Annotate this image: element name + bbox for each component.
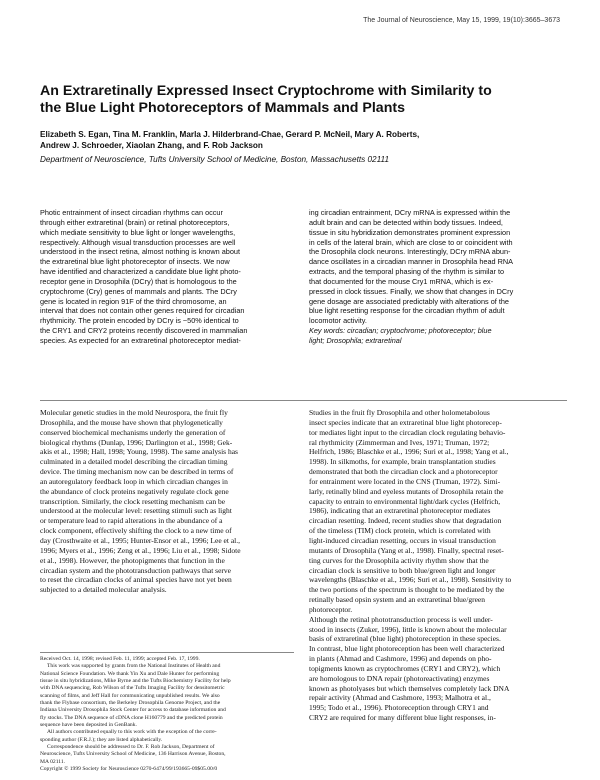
journal-header: The Journal of Neuroscience, May 15, 1999, 19(10):3665–3673 <box>363 17 560 24</box>
title-line: the Blue Light Photoreceptors of Mammals and Plants <box>40 100 405 116</box>
text-line: day (Crosthwaite et al., 1995; Hunter-Ensor et al., 1996; Lee et al., <box>40 535 240 545</box>
text-line: known as photolyases but which themselves completely lack DNA <box>309 683 510 693</box>
text-line: National Science Foundation. We thank Yin Xu and Dale Hunter for performing <box>40 670 220 677</box>
text-line: topigments known as cryptochromes (CRY1 and CRY2), which <box>309 663 501 673</box>
text-line: Helfrich, 1986; Blaschke et al., 1996; Suri et al., 1998; Yang et al., <box>309 447 509 457</box>
text-line: tissue in situ hybridizations, Mike Byrne and the Tufts Biochemistry Facility for help <box>40 678 231 685</box>
text-line: Correspondence should be addressed to Dr. F. Rob Jackson, Department of <box>47 744 215 751</box>
text-line: tor mediates light input to the circadian clock regulating behavio- <box>309 427 506 437</box>
text-line: stood in insects (Zuker, 1996), little is known about the molecular <box>309 624 507 634</box>
text-line: subjected to a detailed molecular analysis. <box>40 585 167 595</box>
text-line: which mediate sensitivity to blue light or longer wavelengths, <box>40 227 236 237</box>
text-line: have identified and characterized a candidate blue light photo- <box>40 267 241 277</box>
keywords-line: Key words: circadian; cryptochrome; photoreceptor; blue <box>309 326 492 336</box>
text-line: 1995; Todo et al., 1996). Photoreception through CRY1 and <box>309 703 489 713</box>
body-right-column <box>309 408 567 723</box>
text-line: larly, retinally blind and eyeless mutants of Drosophila retain the <box>309 486 504 496</box>
text-line: cryptochrome (Cry) genes of mammals and plants. The DCry <box>40 286 237 296</box>
text-line: device. The timing mechanism now can be described in terms of <box>40 467 234 477</box>
text-line: adult brain and can be detected within body tissues. Indeed, <box>309 217 503 227</box>
text-line: blue light resetting response for the circadian rhythm of adult <box>309 306 505 316</box>
article-title <box>40 83 570 117</box>
abstract-left-column <box>40 208 294 346</box>
text-line: an autoregulatory feedback loop in which circadian changes in <box>40 476 228 486</box>
footnotes <box>40 656 294 774</box>
author-line: Andrew J. Schroeder, Xiaolan Zhang, and F. Rob Jackson <box>40 141 263 150</box>
text-line: with DNA sequencing, Rob Wilson of the Tufts Imaging Facility for densitometric <box>40 685 225 692</box>
text-line: demonstrated that both the circadian clock and a photoreceptor <box>309 467 498 477</box>
text-line: Indiana University Drosophila Stock Center for access to database information and <box>40 707 226 714</box>
text-line: capacity to entrain to environmental light/dark cycles (Helfrich, <box>309 496 501 506</box>
text-line: Studies in the fruit fly Drosophila and other holometabolous <box>309 408 490 417</box>
text-line: 1996; Myers et al., 1996; Zeng et al., 1996; Liu et al., 1998; Sidote <box>40 545 241 555</box>
text-line: MA 02111. <box>40 758 66 765</box>
text-line: gene is located in region 91F of the third chromosome, an <box>40 296 227 306</box>
text-line: locomotor activity. <box>309 316 367 326</box>
text-line: repair activity (Ahmad and Cashmore, 1993; Malhotra et al., <box>309 693 491 703</box>
text-line: clock component, effectively shifting the clock to a new time of <box>40 526 232 536</box>
text-line: All authors contributed equally to this work with the exception of the corre- <box>47 729 217 736</box>
text-line: ral rhythmicity (Zimmerman and Ives, 1971; Truman, 1972; <box>309 437 490 447</box>
text-line: sponding author (F.R.J.); they are listed alphabetically. <box>40 736 163 743</box>
text-line: the extraretinal blue light photoreceptor of insects. We now <box>40 257 230 267</box>
text-line: species. As expected for an extraretinal photoreceptor mediat- <box>40 335 241 345</box>
text-line: wavelengths (Blaschke et al., 1996; Suri et al., 1998). Sensitivity to <box>309 575 512 585</box>
text-line: circadian system and the phototransduction pathways that serve <box>40 565 231 575</box>
text-line: are homologous to DNA repair (photoreactivating) enzymes <box>309 673 490 683</box>
text-line: the two portions of the spectrum is thought to be mediated by the <box>309 585 505 595</box>
text-line: rhythmicity. The protein encoded by DCry is ~50% identical to <box>40 316 239 326</box>
title-line: An Extraretinally Expressed Insect Cryptochrome with Similarity to <box>40 83 492 99</box>
text-line: the Drosophila clock neurons. Interestingly, DCry mRNA abun- <box>309 247 511 257</box>
text-line: tissue in situ hybridization demonstrates prominent expression <box>309 227 511 237</box>
text-line: photoreceptor. <box>309 604 353 614</box>
text-line: ting curves for the Drosophila activity rhythm show that the <box>309 555 489 565</box>
text-line: the abundance of clock proteins negatively regulate clock gene <box>40 486 229 496</box>
text-line: of the timeless (TIM) clock protein, which is correlated with <box>309 526 491 536</box>
text-line: circadian resetting. Indeed, recent studies show that degradation <box>309 516 502 526</box>
text-line: the CRY1 and CRY2 proteins recently discovered in mammalian <box>40 326 248 336</box>
abstract-right-lines <box>309 208 567 326</box>
text-line: Although the retinal phototransduction process is well under- <box>309 614 493 624</box>
text-line: This work was supported by grants from the National Institutes of Health and <box>47 663 221 670</box>
text-line: dance oscillates in a circadian manner in Drosophila head RNA <box>309 257 514 267</box>
text-line: through either extraretinal (brain) or retinal photoreceptors, <box>40 217 230 227</box>
text-line: scanning of films, and Jeff Hall for communicating unpublished results. We also <box>40 692 220 699</box>
footnote-divider <box>40 652 294 653</box>
text-line: respectively. Although visual transduction processes are well <box>40 237 236 247</box>
text-line: Neuroscience, Tufts University School of Medicine, 136 Harrison Avenue, Boston, <box>40 751 226 758</box>
text-line: Photic entrainment of insect circadian rhythms can occur <box>40 208 223 217</box>
section-divider <box>40 400 567 401</box>
text-line: for entrainment were located in the CNS (Truman, 1972). Simi- <box>309 476 501 486</box>
text-line: gene dosage are associated predictably with alterations of the <box>309 296 509 306</box>
text-line: transcription. Similarly, the clock resetting mechanism can be <box>40 496 226 506</box>
text-line: ing circadian entrainment, DCry mRNA is expressed within the <box>309 208 511 217</box>
text-line: insect species indicate that an extraretinal blue light photorecep- <box>309 417 502 427</box>
text-line: thank the Flybase consortium, the Berkeley Drosophila Genome Project, and the <box>40 700 221 707</box>
text-line: Drosophila, and the mouse have shown that phylogenetically <box>40 417 223 427</box>
text-line: CRY2 are required for many different blue light responses, in- <box>309 713 496 723</box>
text-line: circadian clock is sensitive to both blue/green light and longer <box>309 565 496 575</box>
text-line: culminated in a detailed model describing the circadian timing <box>40 457 228 467</box>
text-line: Received Oct. 14, 1998; revised Feb. 11, 1999; accepted Feb. 17, 1999. <box>40 656 200 662</box>
text-line: or temperature lead to rapid alterations in the abundance of a <box>40 516 223 526</box>
text-line: Copyright © 1999 Society for Neuroscience 0270-6474/99/193665-09$05.00/0 <box>40 766 218 773</box>
text-line: retinally based opsin system and an extraretinal blue/green <box>309 595 485 605</box>
text-line: et al., 1998). However, the photopigments that function in the <box>40 555 225 565</box>
text-line: 1986), indicating that an extraretinal photoreceptor mediates <box>309 506 491 516</box>
text-line: conserved biochemical mechanisms underly the generation of <box>40 427 226 437</box>
text-line: that documented for the mouse Cry1 mRNA, which is ex- <box>309 276 494 286</box>
text-line: Molecular genetic studies in the mold Neurospora, the fruit fly <box>40 408 228 417</box>
text-line: extracts, and the temporal phasing of the rhythm is similar to <box>309 267 505 277</box>
text-line: pressed in clock tissues. Finally, we show that changes in DCry <box>309 286 514 296</box>
text-line: to reset the circadian clocks of animal species have not yet been <box>40 575 232 585</box>
text-line: basis of extraretinal (blue light) photoreception in these species. <box>309 634 501 644</box>
body-left-column <box>40 408 294 595</box>
author-list <box>40 129 570 151</box>
text-line: In contrast, blue light photoreception has been well characterized <box>309 644 505 654</box>
text-line: 1998). In silkmoths, for example, brain transplantation studies <box>309 457 496 467</box>
text-line: in cells of the lateral brain, which are close to or coincident with <box>309 237 513 247</box>
abstract-right-column <box>309 208 567 346</box>
text-line: sequence have been deposited in GenBank. <box>40 722 137 729</box>
text-line: mutants of Drosophila (Yang et al., 1998). Finally, spectral reset- <box>309 545 504 555</box>
text-line: in plants (Ahmad and Cashmore, 1996) and depends on pho- <box>309 654 492 664</box>
author-line: Elizabeth S. Egan, Tina M. Franklin, Marla J. Hilderbrand-Chae, Gerard P. McNeil, Mary A. Roberts, <box>40 130 420 139</box>
affiliation-line: Department of Neuroscience, Tufts University School of Medicine, Boston, Massachusetts 02111 <box>40 155 390 164</box>
text-line: light-induced circadian resetting, occurs in visual transduction <box>309 535 496 545</box>
text-line: interval that does not contain other genes required for circadian <box>40 306 245 316</box>
text-line: understood in the insect retina, almost nothing is known about <box>40 247 240 257</box>
text-line: biological rhythms (Dunlap, 1996; Darlington et al., 1998; Gek- <box>40 437 233 447</box>
text-line: receptor gene in Drosophila (DCry) that is homologous to the <box>40 276 237 286</box>
keywords-line: light; Drosophila; extraretinal <box>309 335 402 345</box>
text-line: understood at the molecular level: resetting stimuli such as light <box>40 506 232 516</box>
text-line: fly stocks. The DNA sequence of cDNA clone H160779 and the predicted protein <box>40 714 223 721</box>
text-line: akis et al., 1998; Hall, 1998; Young, 1998). The same analysis has <box>40 447 238 457</box>
affiliation <box>40 154 389 165</box>
